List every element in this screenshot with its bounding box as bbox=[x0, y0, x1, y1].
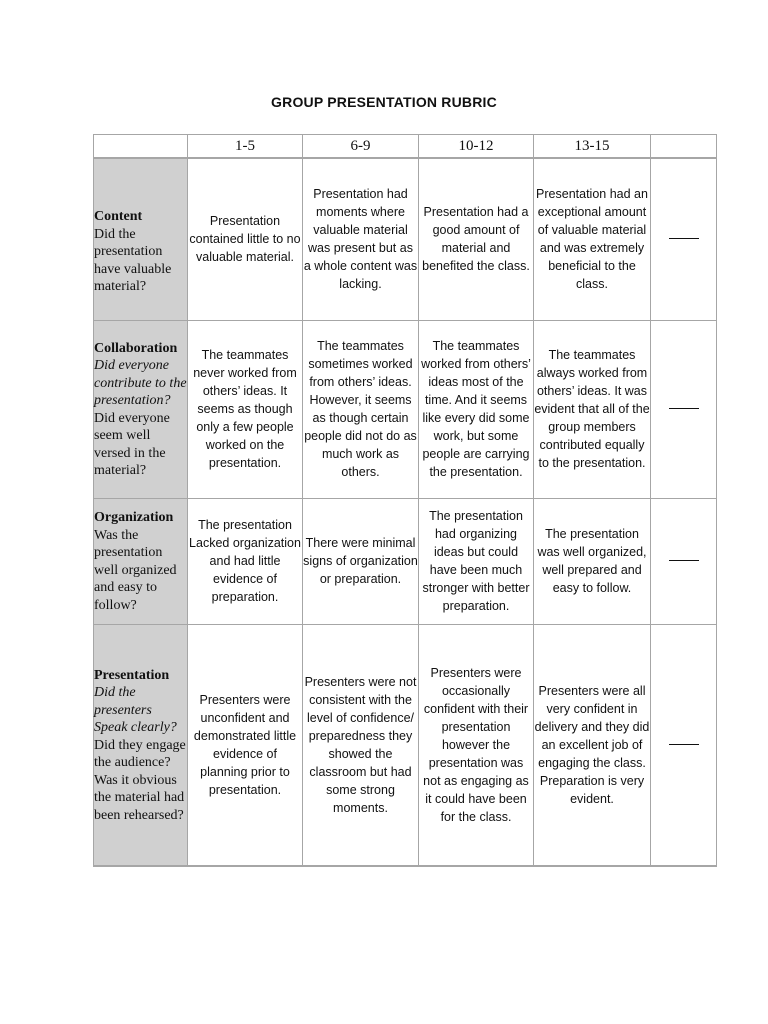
descriptor-cell: Presenters were all very confident in delivery and they did an excellent job of engaging the class. Preparation is very evident. bbox=[534, 624, 651, 866]
criterion-name: Presentation bbox=[94, 667, 170, 683]
score-blank bbox=[669, 238, 699, 239]
descriptor-cell: Presentation had a good amount of material and benefited the class. bbox=[419, 158, 534, 320]
header-score-range: 6-9 bbox=[303, 135, 419, 159]
criterion-cell bbox=[94, 624, 188, 866]
rubric-table bbox=[93, 134, 717, 867]
criterion-question: Did the presenters Speak clearly? bbox=[94, 685, 177, 735]
criterion-name: Content bbox=[94, 209, 143, 224]
criterion-question: Did everyone seem well versed in the material? bbox=[94, 410, 170, 478]
table-row bbox=[94, 624, 717, 866]
descriptor-cell: Presentation had an exceptional amount of valuable material and was extremely beneficial to the class. bbox=[534, 158, 651, 320]
score-cell bbox=[651, 158, 717, 320]
criterion-name: Organization bbox=[94, 510, 174, 525]
header-score bbox=[651, 135, 717, 159]
criterion-question: Did everyone contribute to the presentation? bbox=[94, 358, 187, 408]
criterion-cell bbox=[94, 320, 188, 498]
descriptor-cell: The teammates always worked from others’ ideas. It was evident that all of the group members contributed equally to the presentation. bbox=[534, 320, 651, 498]
criterion-question: Did the presentation have valuable material? bbox=[94, 226, 172, 294]
criterion-cell bbox=[94, 498, 188, 624]
descriptor-cell: The presentation was well organized, well prepared and easy to follow. bbox=[534, 498, 651, 624]
descriptor-cell: Presenters were not consistent with the level of confidence/ preparedness they showed the classroom but had some strong moments. bbox=[303, 624, 419, 866]
score-blank bbox=[669, 744, 699, 745]
criterion-question: Was it obvious the material had been rehearsed? bbox=[94, 772, 185, 823]
descriptor-cell: The teammates worked from others’ ideas most of the time. And it seems like every did some work, but some people are carrying the presentation. bbox=[419, 320, 534, 498]
header-score-range: 1-5 bbox=[188, 135, 303, 159]
score-blank bbox=[669, 560, 699, 561]
criterion-question: Did they engage the audience? bbox=[94, 737, 186, 770]
header-criterion bbox=[94, 135, 188, 159]
descriptor-cell: Presenters were unconfident and demonstrated little evidence of planning prior to presentation. bbox=[188, 624, 303, 866]
table-row bbox=[94, 498, 717, 624]
score-cell bbox=[651, 320, 717, 498]
descriptor-cell: There were minimal signs of organization or preparation. bbox=[303, 498, 419, 624]
criterion-question: Was the presentation well organized and easy to follow? bbox=[94, 527, 177, 613]
descriptor-cell: The presentation had organizing ideas but could have been much stronger with better preparation. bbox=[419, 498, 534, 624]
score-cell bbox=[651, 624, 717, 866]
descriptor-cell: The teammates never worked from others’ ideas. It seems as though only a few people worked on the presentation. bbox=[188, 320, 303, 498]
descriptor-cell: The presentation Lacked organization and had little evidence of preparation. bbox=[188, 498, 303, 624]
table-row bbox=[94, 158, 717, 320]
score-blank bbox=[669, 408, 699, 409]
table-row bbox=[94, 320, 717, 498]
descriptor-cell: Presentation had moments where valuable material was present but as a whole content was lacking. bbox=[303, 158, 419, 320]
criterion-name: Collaboration bbox=[94, 340, 178, 356]
header-row bbox=[94, 135, 717, 159]
descriptor-cell: The teammates sometimes worked from others’ ideas. However, it seems as though certain people did not do as much work as others. bbox=[303, 320, 419, 498]
descriptor-cell: Presentation contained little to no valuable material. bbox=[188, 158, 303, 320]
page-title: GROUP PRESENTATION RUBRIC bbox=[271, 94, 497, 110]
header-score-range: 10-12 bbox=[419, 135, 534, 159]
descriptor-cell: Presenters were occasionally confident with their presentation however the presentation was not as engaging as it could have been for the class. bbox=[419, 624, 534, 866]
score-cell bbox=[651, 498, 717, 624]
criterion-cell bbox=[94, 158, 188, 320]
header-score-range: 13-15 bbox=[534, 135, 651, 159]
